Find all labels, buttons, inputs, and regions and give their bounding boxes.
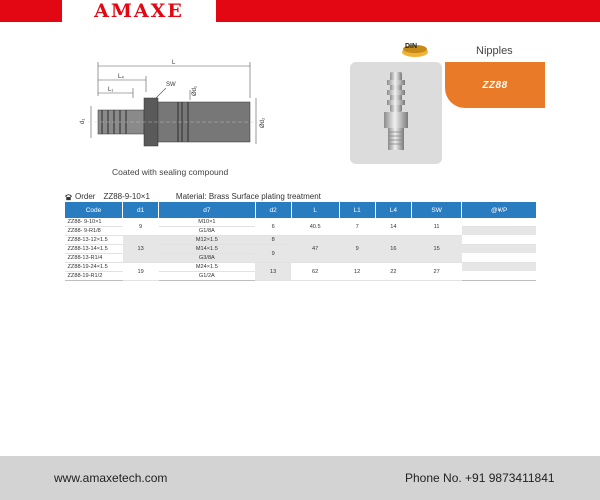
fitting-photo-icon bbox=[350, 62, 442, 164]
label-od1: Ød₁ bbox=[192, 85, 198, 96]
code-cell: ZZ88- 9-10×1 bbox=[65, 218, 123, 227]
SW-cell: 11 bbox=[411, 218, 461, 236]
material-info: Material: Brass Surface plating treatment bbox=[175, 192, 321, 201]
L1-cell: 7 bbox=[339, 218, 375, 236]
label-L: L bbox=[172, 60, 176, 66]
d1-cell: 13 bbox=[123, 236, 159, 263]
L4-cell: 22 bbox=[375, 263, 411, 281]
price-cell bbox=[462, 245, 536, 254]
technical-drawing bbox=[78, 58, 278, 178]
model-tab bbox=[445, 62, 545, 108]
product-photo bbox=[350, 62, 442, 164]
col-L: L bbox=[291, 202, 339, 218]
order-label: Order bbox=[75, 192, 96, 201]
order-line bbox=[64, 192, 321, 201]
L-cell: 62 bbox=[291, 263, 339, 281]
price-cell bbox=[462, 227, 536, 236]
L4-cell: 16 bbox=[375, 236, 411, 263]
table-row bbox=[65, 218, 537, 227]
price-cell bbox=[462, 236, 536, 245]
label-d1: d₁ bbox=[80, 118, 86, 124]
SW-cell: 27 bbox=[411, 263, 461, 281]
col-code: Code bbox=[65, 202, 123, 218]
brand-logo[interactable] bbox=[62, 0, 216, 22]
price-cell bbox=[462, 263, 536, 272]
d2-cell: 6 bbox=[255, 218, 291, 236]
d2-cell: 9 bbox=[255, 245, 291, 263]
code-cell: ZZ88-13-R1/4 bbox=[65, 254, 123, 263]
d1-cell: 9 bbox=[123, 218, 159, 236]
d1-cell: 19 bbox=[123, 263, 159, 281]
spec-table bbox=[64, 202, 536, 281]
code-cell: ZZ88-19-R1/2 bbox=[65, 272, 123, 281]
label-od2: Ød₂ bbox=[260, 117, 266, 128]
col-L1: L1 bbox=[339, 202, 375, 218]
d7-cell: M12×1.5 bbox=[159, 236, 255, 245]
col-price: @¥/P bbox=[462, 202, 536, 218]
label-SW: SW bbox=[166, 82, 176, 88]
category-title: Nipples bbox=[476, 45, 513, 57]
label-L4: L₄ bbox=[118, 74, 124, 80]
code-cell: ZZ88-13-14×1.5 bbox=[65, 245, 123, 254]
d7-cell: M10×1 bbox=[159, 218, 255, 227]
col-d7: d7 bbox=[159, 202, 255, 218]
price-cell bbox=[462, 254, 536, 263]
col-d1: d1 bbox=[123, 202, 159, 218]
col-L4: L4 bbox=[375, 202, 411, 218]
L1-cell: 9 bbox=[339, 236, 375, 263]
col-SW: SW bbox=[411, 202, 461, 218]
d7-cell: G1/2A bbox=[159, 272, 255, 281]
d7-cell: G1/8A bbox=[159, 227, 255, 236]
d7-cell: G3/8A bbox=[159, 254, 255, 263]
footer-bar bbox=[0, 456, 600, 500]
phone-number: Phone No. +91 9873411841 bbox=[405, 471, 555, 485]
logo-text: AMAXE bbox=[94, 0, 184, 22]
code-cell: ZZ88-13-12×1.5 bbox=[65, 236, 123, 245]
L4-cell: 14 bbox=[375, 218, 411, 236]
price-cell bbox=[462, 272, 536, 281]
col-d2: d2 bbox=[255, 202, 291, 218]
order-example: ZZ88-9-10×1 bbox=[103, 192, 150, 201]
table-row bbox=[65, 263, 537, 272]
model-code: ZZ88 bbox=[482, 79, 508, 91]
website-link[interactable]: www.amaxetech.com bbox=[54, 471, 168, 485]
table-row bbox=[65, 236, 537, 245]
d7-cell: M24×1.5 bbox=[159, 263, 255, 272]
table-header-row bbox=[65, 202, 537, 218]
code-cell: ZZ88-19-24×1.5 bbox=[65, 263, 123, 272]
L1-cell: 12 bbox=[339, 263, 375, 281]
SW-cell: 15 bbox=[411, 236, 461, 263]
sealing-note: Coated with sealing compound bbox=[112, 167, 229, 177]
L-cell: 40.5 bbox=[291, 218, 339, 236]
d7-cell: M14×1.5 bbox=[159, 245, 255, 254]
code-cell: ZZ88- 9-R1/8 bbox=[65, 227, 123, 236]
label-L1: L₁ bbox=[108, 87, 114, 93]
phone-icon bbox=[64, 193, 73, 201]
L-cell: 47 bbox=[291, 236, 339, 263]
price-cell bbox=[462, 218, 536, 227]
header-bar bbox=[0, 0, 600, 22]
din-label: DIN bbox=[405, 43, 418, 50]
d2-cell: 8 bbox=[255, 236, 291, 245]
d2-cell: 13 bbox=[255, 263, 291, 281]
